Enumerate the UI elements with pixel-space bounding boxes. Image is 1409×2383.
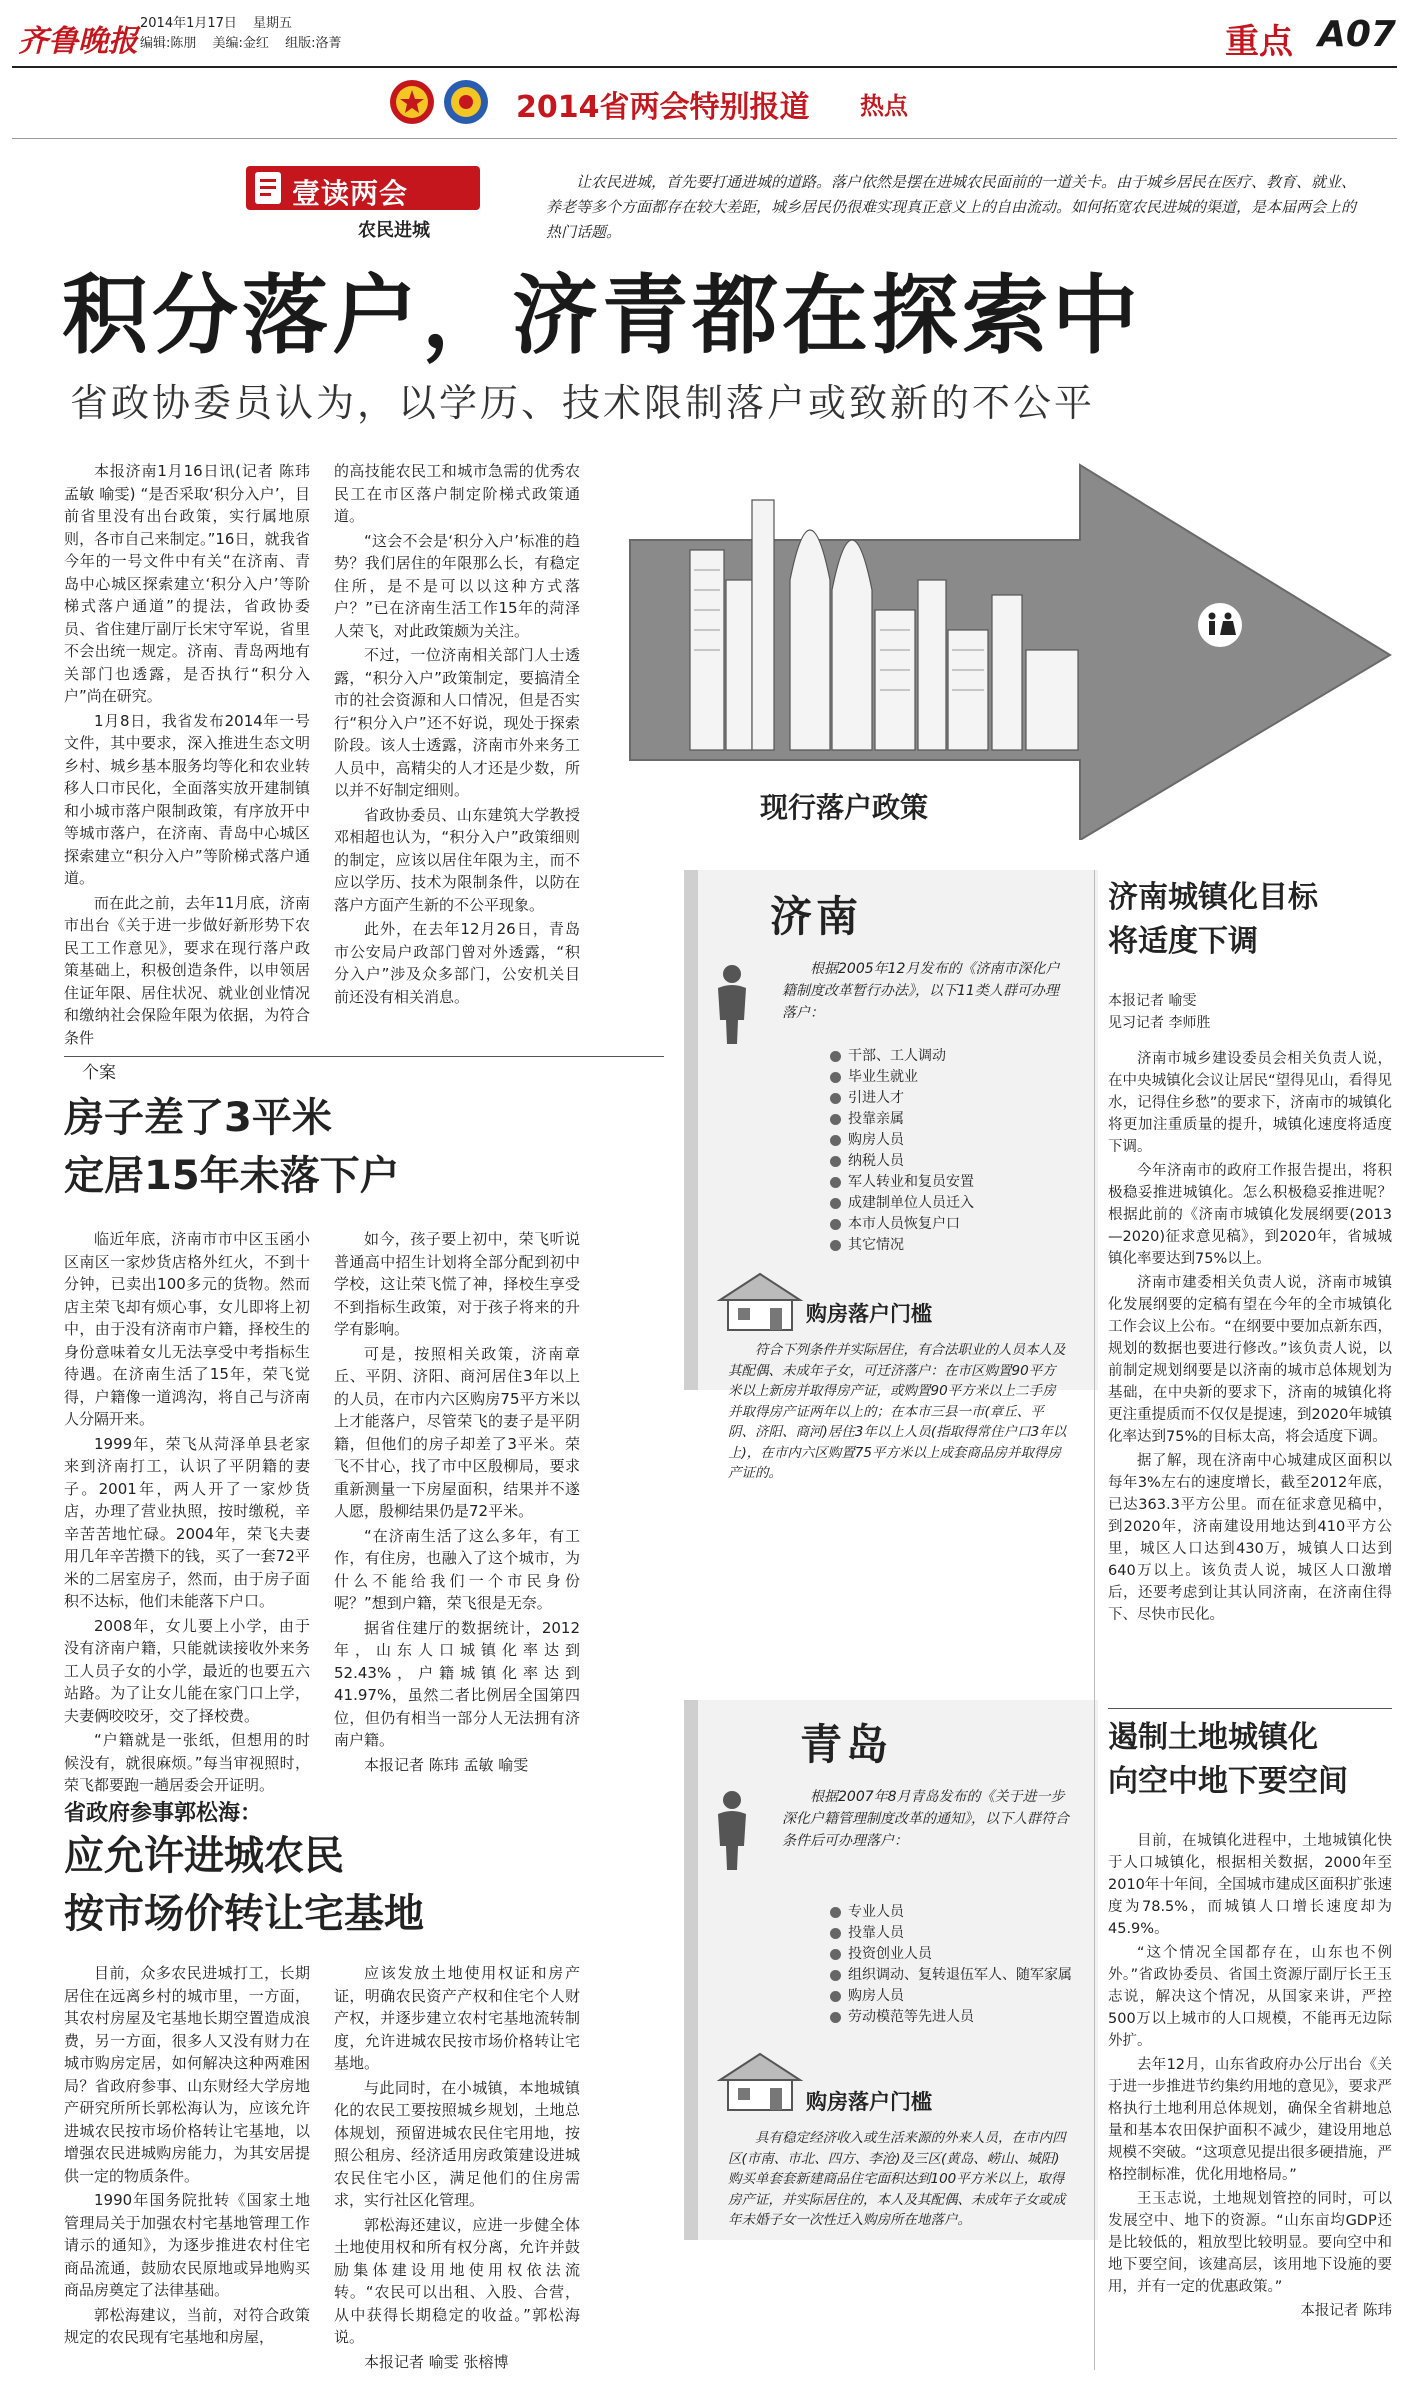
- case-label-rule: [64, 1056, 664, 1057]
- paragraph: “这个情况全国都存在，山东也不例外。”省政协委员、省国土资源厅副厅长王玉志说，解决这个情况，从国家来讲，严控500万以上城市的人口规模，不能再无边际外扩。: [1108, 1945, 1392, 2049]
- right-story1-title-1: 济南城镇化目标: [1108, 880, 1318, 915]
- list-item: 干部、工人调动: [828, 1046, 1078, 1067]
- paragraph: 可是，按照相关政策，济南章丘、平阴、济阳、商河居住3年以上的人员，在市内六区购房75平方米以上才能落户，尽管荣飞的妻子是平阴籍，但他们的房子却差了3平米。荣飞不甘心，找了市中区殷柳局，要求重新测量一下房屋面积，结果并不遂人愿，殷柳结果仍是72平米。: [334, 1344, 580, 1520]
- right-story2-title-1: 遏制土地城镇化: [1108, 1720, 1318, 1755]
- paragraph: 据省住建厅的数据统计，2012年，山东人口城镇化率达到52.43%，户籍城镇化率达到41.97%，虽然二者比例居全国第四位，但仍有相当一部分人无法拥有济南户籍。: [334, 1618, 580, 1749]
- list-item: 购房人员: [828, 1986, 1076, 2007]
- person-icon: [714, 964, 750, 1044]
- right-story1-body: [1108, 1048, 1392, 1628]
- city-skyline: [690, 500, 1078, 750]
- series-badge: [246, 166, 480, 244]
- series-subtitle: 农民进城: [358, 220, 430, 241]
- case-story-col1: [64, 1228, 310, 1799]
- issue-date: 2014年1月17日: [140, 16, 237, 31]
- paragraph: 1月8日，我省发布2014年一号文件，其中要求，深入推进生态文明乡村、城乡基本服务均等化和农业转移人口市民化，全面落实放开建制镇和小城市落户限制政策，有序放开中等城市落户，在济南、青岛中心城区探索建立“积分入户”等阶梯式落户通道。: [64, 711, 310, 887]
- jinan-eligible-list: [828, 1046, 1078, 1256]
- paragraph: 郭松海还建议，应进一步健全体土地使用权和所有权分离，允许并鼓励集体建设用地使用权依法流转。“农民可以出租、入股、合营，从中获得长期稳定的收益。”郭松海说。: [334, 2215, 580, 2346]
- paragraph: 的高技能农民工和城市急需的优秀农民工在市区落户制定阶梯式政策通道。: [334, 462, 580, 525]
- art-editor: 美编:金红: [212, 36, 269, 51]
- masthead-rule: [12, 66, 1397, 68]
- intro-text: 让农民进城，首先要打通进城的道路。落户依然是摆在进城农民面前的一道关卡。由于城乡居民在医疗、教育、就业、养老等多个方面都存在较大差距，城乡居民仍很难实现真正意义上的自由流动。如何拓宽农民进城的渠道，是本届两会上的热门话题。: [546, 173, 1357, 241]
- paragraph: 此外，在去年12月26日，青岛市公安局户政部门曾对外透露，“积分入户”涉及众多部门，公安机关目前还没有相关消息。: [334, 920, 580, 1006]
- document-icon: [252, 170, 286, 206]
- masthead: [0, 0, 1409, 70]
- paragraph: 1990年国务院批转《国家土地管理局关于加强农村宅基地管理工作请示的通知》，为逐步推进农村住宅商品流通，鼓励农民原地或异地购买商品房奠定了法律基础。: [64, 2191, 310, 2299]
- list-item: 军人转业和复员安置: [828, 1172, 1078, 1193]
- byline: 本报记者 陈玮: [1300, 2303, 1392, 2319]
- guo-title-1: 应允许进城农民: [64, 1833, 344, 1879]
- list-item: 投靠亲属: [828, 1109, 1078, 1130]
- case-title-2: 定居15年未落下户: [64, 1153, 400, 1199]
- paragraph: 2008年，女儿要上小学，由于没有济南户籍，只能就读接收外来务工人员子女的小学，最近的也要五六站路。为了让女儿能在家门口上学，夫妻俩咬咬牙，交了择校费。: [64, 1616, 310, 1725]
- paragraph: 郭松海建议，当前，对符合政策规定的农民现有宅基地和房屋，: [64, 2305, 310, 2346]
- paragraph: 目前，众多农民进城打工，长期居住在远离乡村的城市里，一方面，其农村房屋及宅基地长期空置造成浪费，另一方面，很多人又没有财力在城市购房定居，如何解决这种两难困局？省政府参事、山东财经大学房地产研究所所长郭松海认为，应该允许进城农民按市场价格转让宅基地，以增强农民进城购房能力，为其安居提供一定的物质条件。: [64, 1964, 310, 2185]
- paragraph: 目前，在城镇化进程中，土地城镇化快于人口城镇化，根据相关数据，2000年至2010年十年间，全国城市建成区面积扩张速度为78.5%，而城镇人口增长速度却为45.9%。: [1108, 1833, 1392, 1937]
- paragraph: 王玉志说，土地规划管控的同时，可以发展空中、地下的资源。“山东亩均GDP还是比较低的，粗放型比较明显。要向空中和地下要空间，该建高层，该用地下设施的要用，并有一定的优惠政策。”: [1108, 2191, 1392, 2295]
- right-story2-title-2: 向空中地下要空间: [1108, 1764, 1348, 1799]
- paragraph: 济南市建委相关负责人说，济南市城镇化发展纲要的定稿有望在今年的全市城镇化工作会议上公布。“在纲要中要加点新东西，规划的数据也要进行修改。”该负责人说，以前制定规划纲要是以济南的城市总体规划为基础，在中央新的要求下，济南的城镇化将更注重提质而不仅仅是提速，到2020年城镇化率达到75%的目标太高，将会适度下调。: [1108, 1275, 1392, 1445]
- banner-rule: [12, 138, 1397, 139]
- graphic-label: 现行落户政策: [760, 791, 929, 824]
- paragraph: 据了解，现在济南中心城建成区面积以每年3%左右的速度增长，截至2012年底，已达363.3平方公里。而在征求意见稿中，到2020年，济南建设用地达到410平方公里，城区人口达到430万，城镇人口达到640万以上。该负责人说，城区人口激增后，还要考虑到让其认同济南，在济南住得下、尽快市民化。: [1108, 1453, 1392, 1623]
- jinan-housing-text: 符合下列条件并实际居住，有合法职业的人员本人及其配偶、未成年子女，可迁济落户：在市区购置90平方米以上新房并取得房产证，或购置90平方米以上二手房并取得房产证两年以上的；在本市三县一市(章丘、平阴、济阳、商河)居住3年以上人员(指取得常住户口3年以上)，在市内六区购置75平方米以上成套商品房并取得房产证的。: [728, 1342, 1067, 1481]
- national-emblem-icon: [388, 78, 436, 126]
- list-item: 其它情况: [828, 1235, 1078, 1256]
- house-icon: [714, 1270, 806, 1332]
- qingdao-intro: 根据2007年8月青岛发布的《关于进一步深化户籍管理制度改革的通知》，以下人群符合条件后可办理落户：: [782, 1789, 1069, 1849]
- jinan-housing-title: 购房落户门槛: [806, 1302, 932, 1326]
- paragraph: 省政协委员、山东建筑大学教授邓相超也认为，“积分入户”政策细则的制定，应该以居住年限为主，而不应以学历、技术为限制条件，以防在落户方面产生新的不公平现象。: [334, 805, 580, 914]
- headline: 积分落户，济青都在探索中: [62, 266, 1142, 366]
- qingdao-city-title: 青岛: [800, 1720, 893, 1769]
- qingdao-housing-title: 购房落户门槛: [806, 2090, 932, 2114]
- paragraph: 与此同时，在小城镇，本地城镇化的农民工要按照城乡规划，土地总体规划，预留进城农民住宅用地，按照公租房、经济适用房政策建设进城农民住宅小区，满足他们的住房需求，实行社区化管理。: [334, 2078, 580, 2209]
- editor: 编辑:陈朋: [140, 36, 197, 51]
- list-item: 纳税人员: [828, 1151, 1078, 1172]
- house-icon: [714, 2050, 806, 2112]
- family-icon: [1198, 603, 1242, 647]
- qingdao-eligible-list: [828, 1902, 1076, 2028]
- subheadline: 省政协委员认为，以学历、技术限制落户或致新的不公平: [70, 381, 1096, 425]
- right-story1-title-2: 将适度下调: [1108, 924, 1258, 959]
- byline: 本报记者 喻雯 张榕博: [364, 2352, 509, 2371]
- case-label: 个案: [82, 1063, 116, 1083]
- paragraph: 去年12月，山东省政府办公厅出台《关于进一步推进节约集约用地的意见》，要求严格执行土地利用总体规划，确保全省耕地总量和基本农田保护面积不减少，建设用地总规模不突破。“这项意见提出很多硬措施，严格控制标准，优化用地格局。”: [1108, 2057, 1392, 2183]
- paragraph: “这会不会是‘积分入户’标准的趋势？我们居住的年限那么长，有稳定住所，是不是可以以这种方式落户？”已在济南生活工作15年的菏泽人荣飞，对此政策颇为关注。: [334, 531, 580, 640]
- qingdao-housing-text: 具有稳定经济收入或生活来源的外来人员，在市内四区(市南、市北、四方、李沧)及三区(黄岛、崂山、城阳)购买单套套新建商品住宅面积达到100平方米以上，取得房产证，并实际居住的，本人及其配偶、未成年子女或成年未婚子女一次性迁入购房所在地落户。: [728, 2130, 1066, 2228]
- list-item: 投资创业人员: [828, 1944, 1076, 1965]
- paragraph: 济南市城乡建设委员会相关负责人说，在中央城镇化会议让居民“望得见山，看得见水，记得住乡愁”的要求下，济南市的城镇化将更加注重质量的提升，城镇化速度将适度下调。: [1108, 1051, 1392, 1155]
- banner-title: 2014省两会特别报道: [516, 90, 810, 125]
- right-story2-rule: [1108, 1708, 1392, 1709]
- jinan-intro: 根据2005年12月发布的《济南市深化户籍制度改革暂行办法》，以下11类人群可办理落户：: [782, 961, 1060, 1021]
- list-item: 劳动模范等先进人员: [828, 2007, 1076, 2028]
- guo-kicker: 省政府参事郭松海：: [64, 1801, 263, 1826]
- special-report-banner: [380, 72, 1000, 132]
- paragraph: 临近年底，济南市市中区玉函小区南区一家炒货店格外红火，不到十分钟，已卖出100多元的货物。然而店主荣飞却有烦心事，女儿即将上初中，由于没有济南市户籍，择校生的身份意味着女儿无法享受中考指标生待遇。在济南生活了15年，荣飞觉得，户籍像一道鸿沟，将自己与济南人分隔开来。: [64, 1230, 310, 1428]
- paragraph: 本报济南1月16日讯(记者 陈玮 孟敏 喻雯) “是否采取‘积分入户’，目前省里没有出台政策，实行属地原则，各市自己来制定。”16日，就我省今年的一号文件中有关“在济南、青岛中心城区探索建立‘积分入户’等阶梯式落户通道”的提法，省政协委员、省住建厅副厅长宋守军说，省里不会出统一规定。济南、青岛两地有关部门也透露，是否执行“积分入户”尚在研究。: [64, 462, 310, 705]
- guo-title-2: 按市场价转让宅基地: [64, 1891, 424, 1937]
- paragraph: 如今，孩子要上初中，荣飞听说普通高中招生计划将全部分配到初中学校，这让荣飞慌了神，择校生享受不到指标生政策，对于孩子将来的升学有影响。: [334, 1230, 580, 1338]
- list-item: 毕业生就业: [828, 1067, 1078, 1088]
- masthead-info: [140, 14, 341, 54]
- case-story-col2: [334, 1228, 580, 1778]
- jinan-city-title: 济南: [770, 892, 863, 941]
- main-article-col1: [64, 460, 310, 1051]
- list-item: 购房人员: [828, 1130, 1078, 1151]
- paragraph: 今年济南市的政府工作报告提出，将积极稳妥推进城镇化。怎么积极稳妥推进呢？根据此前的《济南市城镇化发展纲要(2013—2020)征求意见稿》，到2020年，省城城镇化率要达到75%以上。: [1108, 1163, 1392, 1267]
- byline: 本报记者 陈玮 孟敏 喻雯: [364, 1755, 529, 1774]
- list-item: 投靠人员: [828, 1923, 1076, 1944]
- list-item: 本市人员恢复户口: [828, 1214, 1078, 1235]
- paragraph: 应该发放土地使用权证和房产证，明确农民资产产权和住宅个人财产权，并逐步建立农村宅基地流转制度，允许进城农民按市场价格转让宅基地。: [334, 1964, 580, 2072]
- paragraph: 不过，一位济南相关部门人士透露，“积分入户”政策制定，要搞清全市的社会资源和人口情况，但是否实行“积分入户”还不好说，现处于探索阶段。该人士透露，济南市外来务工人员中，高精尖的人才还是少数，所以并不好制定细则。: [334, 646, 580, 799]
- series-title: 壹读两会: [292, 177, 409, 210]
- right-story1-byline-2: 见习记者 李师胜: [1108, 1015, 1211, 1031]
- list-item: 引进人才: [828, 1088, 1078, 1109]
- issue-weekday: 星期五: [253, 16, 293, 31]
- guo-story-col1: [64, 1962, 310, 2351]
- guo-story-col2: [334, 1962, 580, 2375]
- right-story1-byline-1: 本报记者 喻雯: [1108, 993, 1197, 1009]
- banner-tag: 热点: [860, 92, 908, 120]
- person-icon: [714, 1790, 750, 1870]
- paragraph: 而在此之前，去年11月底，济南市出台《关于进一步做好新形势下农民工工作意见》，要求在现行落户政策基础上，积极创造条件，以申领居住证年限、居住状况、就业创业情况和缴纳社会保险年限为依据，为符合条件: [64, 893, 310, 1047]
- paragraph: “户籍就是一张纸，但想用的时候没有，就很麻烦。”每当审视照时，荣飞都要跑一趟居委会开证明。: [64, 1731, 310, 1794]
- section-label: 重点: [1225, 22, 1293, 62]
- right-column-divider: [1094, 870, 1095, 2370]
- cppcc-emblem-icon: [442, 78, 490, 126]
- layout-editor: 组版:洛菁: [285, 36, 342, 51]
- right-story2-body: [1108, 1830, 1392, 2324]
- main-article-col2: [334, 460, 580, 1010]
- paragraph: 1999年，荣飞从菏泽单县老家来到济南打工，认识了平阴籍的妻子。2001年，两人开了一家炒货店，办理了营业执照，按时缴税，辛辛苦苦地忙碌。2004年，荣飞夫妻用几年辛苦攒下的钱，买了一套72平米的二居室房子，然而，由于房子面积不达标，他们未能落下户口。: [64, 1434, 310, 1610]
- skyline-arrow-graphic: [600, 460, 1400, 840]
- paragraph: “在济南生活了这么多年，有工作，有住房，也融入了这个城市，为什么不能给我们一个市民身份呢？”想到户籍，荣飞很是无奈。: [334, 1526, 580, 1612]
- page-number: A07: [1318, 14, 1396, 55]
- list-item: 成建制单位人员迁入: [828, 1193, 1078, 1214]
- list-item: 专业人员: [828, 1902, 1076, 1923]
- newspaper-logo: 齐鲁晚报: [18, 24, 138, 59]
- list-item: 组织调动、复转退伍军人、随军家属: [828, 1965, 1076, 1986]
- case-title-1: 房子差了3平米: [64, 1095, 332, 1141]
